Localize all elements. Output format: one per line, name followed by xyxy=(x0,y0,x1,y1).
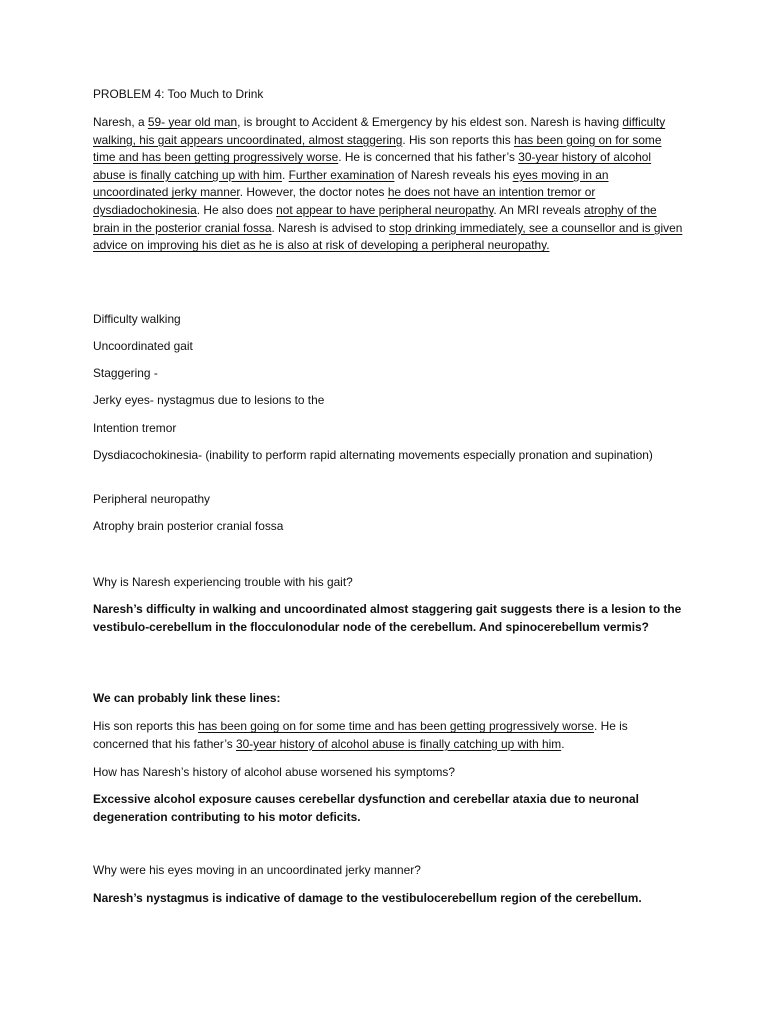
symptom-item: Dysdiacochokinesia- (inability to perform rapid alternating movements especially pronation and supination) xyxy=(93,448,653,462)
case-text: . He also does xyxy=(196,202,277,217)
q3-question: Why were his eyes moving in an uncoordinated jerky manner? xyxy=(93,863,421,877)
link-paragraph xyxy=(93,718,683,753)
link-text: His son reports this xyxy=(93,719,199,733)
case-text: of Naresh reveals his xyxy=(394,167,513,182)
case-underlined-text: he does not have an intention tremor or dysdiadochokinesia xyxy=(93,185,596,217)
q1-question: Why is Naresh experiencing trouble with his gait? xyxy=(93,575,353,589)
symptom-item: Jerky eyes- nystagmus due to lesions to the xyxy=(93,393,325,407)
case-text: . His son reports this xyxy=(402,132,515,147)
case-underlined-text: stop drinking immediately, see a counsellor and is given advice on improving his diet as he is also at risk of developing a peripheral neuropathy. xyxy=(93,220,683,253)
symptom-item: Peripheral neuropathy xyxy=(93,492,211,506)
case-text: . However, the doctor notes xyxy=(239,185,388,200)
case-underlined-text: difficulty walking, his gait appears uncoordinated, almost staggering xyxy=(93,115,666,147)
symptom-item: Staggering - xyxy=(93,366,158,380)
case-underlined-text: Further examination xyxy=(288,167,395,182)
symptom-item: Intention tremor xyxy=(93,421,177,435)
q2-question: How has Naresh’s history of alcohol abuse worsened his symptoms? xyxy=(93,765,455,779)
document-page xyxy=(93,86,683,905)
case-underlined-text: 30-year history of alcohol abuse is finally catching up with him xyxy=(93,150,652,182)
case-text: . An MRI reveals xyxy=(493,202,584,217)
case-text: . xyxy=(282,167,289,182)
link-underlined-text: has been going on for some time and has been getting progressively worse xyxy=(198,719,595,733)
case-underlined-text: 59- year old man xyxy=(147,115,238,129)
case-text: . He is concerned that his father’s xyxy=(338,150,519,165)
document-title: PROBLEM 4: Too Much to Drink xyxy=(93,87,264,101)
symptom-item: Uncoordinated gait xyxy=(93,339,193,353)
case-paragraph xyxy=(93,114,683,255)
link-text: . xyxy=(561,736,565,751)
q1-answer: Naresh’s difficulty in walking and uncoordinated almost staggering gait suggests there is a lesion to the vestibulo-cerebellum in the flocculonodular node of the cerebellum. And spinocerebellum vermis? xyxy=(93,602,682,634)
case-text: Naresh, a xyxy=(93,115,148,129)
link-heading: We can probably link these lines: xyxy=(93,691,281,705)
symptom-item: Atrophy brain posterior cranial fossa xyxy=(93,519,284,533)
q3-answer: Naresh’s nystagmus is indicative of damage to the vestibulocerebellum region of the cerebellum. xyxy=(93,891,642,905)
case-text: , is brought to Accident & Emergency by his eldest son. Naresh is having xyxy=(237,115,623,129)
case-text: . Naresh is advised to xyxy=(271,220,390,235)
q2-answer: Excessive alcohol exposure causes cerebellar dysfunction and cerebellar ataxia due to neuronal degeneration contributing to his motor deficits. xyxy=(93,792,639,824)
link-text: . He is concerned that his father’s xyxy=(93,719,628,751)
case-underlined-text: eyes moving in an uncoordinated jerky manner xyxy=(93,167,609,200)
link-underlined-text: 30-year history of alcohol abuse is finally catching up with him xyxy=(236,736,562,751)
case-underlined-text: not appear to have peripheral neuropathy xyxy=(276,202,494,217)
symptom-item: Difficulty walking xyxy=(93,312,181,326)
case-underlined-text: atrophy of the brain in the posterior cranial fossa xyxy=(93,202,657,235)
case-underlined-text: has been going on for some time and has been getting progressively worse xyxy=(93,132,662,165)
